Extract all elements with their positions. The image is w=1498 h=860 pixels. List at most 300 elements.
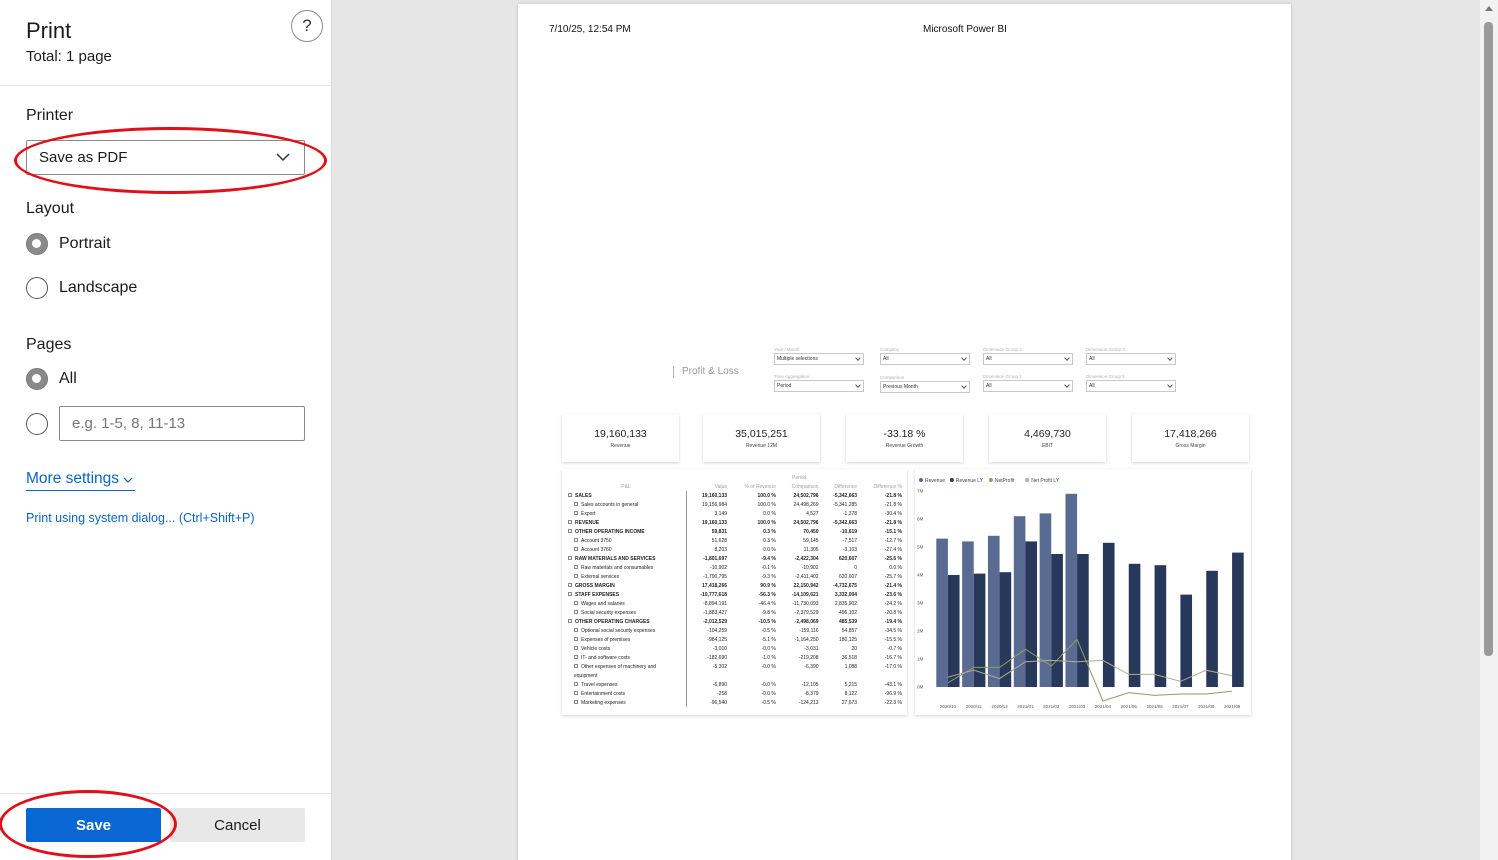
table-cell: 19,160,133 <box>686 491 729 500</box>
row-label <box>566 590 686 599</box>
bar-revenue-ly[interactable] <box>1155 565 1167 687</box>
filter-value: All <box>983 380 1073 392</box>
expand-icon[interactable] <box>568 556 572 560</box>
table-cell: 3,332,004 <box>834 591 858 598</box>
preview-app-name: Microsoft Power BI <box>923 24 1007 35</box>
collapse-icon[interactable] <box>574 574 578 578</box>
filter-time-aggregation[interactable] <box>774 374 864 392</box>
row-label-text: External services <box>581 573 620 580</box>
collapse-icon[interactable] <box>574 682 578 686</box>
table-cell: 0 <box>854 564 858 571</box>
collapse-icon[interactable] <box>574 655 578 659</box>
table-group-header: Period <box>792 474 807 481</box>
table-cell: -1,790,795 <box>686 572 729 581</box>
collapse-icon[interactable] <box>574 601 578 605</box>
collapse-icon[interactable] <box>574 610 578 614</box>
row-label <box>566 563 686 572</box>
legend-marker <box>989 478 993 482</box>
table-row[interactable] <box>566 500 904 509</box>
x-tick-label: 2020/12 <box>991 704 1008 709</box>
print-preview-page <box>518 4 1291 860</box>
more-settings-link[interactable] <box>26 470 133 488</box>
table-cell: 27,673 <box>841 699 858 706</box>
row-label <box>566 644 686 653</box>
bar-revenue-ly[interactable] <box>1000 572 1012 687</box>
x-tick-label: 2021/08 <box>1198 704 1215 709</box>
table-cell: -10,619 <box>840 528 858 535</box>
row-label-text: IT- and software costs <box>581 654 630 661</box>
y-tick-label: 1M <box>917 656 924 662</box>
row-label <box>566 698 686 707</box>
table-cell: -25.6 % <box>884 555 902 562</box>
row-label <box>566 518 686 527</box>
table-cell: 24,502,796 <box>793 519 819 526</box>
filter-comparison[interactable] <box>880 375 970 393</box>
table-cell: 8,203 <box>686 545 729 554</box>
pages-all-radio[interactable] <box>26 368 48 390</box>
pl-table-body <box>566 491 904 707</box>
table-cell: -1,883,427 <box>686 608 729 617</box>
x-tick-label: 2020/10 <box>939 704 957 709</box>
table-cell: -11,730,093 <box>792 600 819 607</box>
row-label-text: OTHER OPERATING INCOME <box>575 528 645 535</box>
table-cell: 2,835,902 <box>834 600 858 607</box>
landscape-radio[interactable] <box>26 277 48 299</box>
filter-label: Dimension Group 3 <box>1086 347 1125 352</box>
filter-year-month[interactable] <box>774 347 864 365</box>
table-cell: -96.9 % <box>884 690 902 697</box>
table-cell: -8,894,191 <box>686 599 729 608</box>
revenue-chart <box>915 469 1251 715</box>
table-cell: -2,012,529 <box>686 617 729 626</box>
layout-label: Layout <box>26 200 75 217</box>
table-cell: -104,259 <box>686 626 729 635</box>
table-row[interactable] <box>566 626 904 635</box>
table-cell: -182,690 <box>686 653 729 662</box>
filter-label: Time Aggregation <box>774 374 810 379</box>
filter-dimension-group-1[interactable] <box>983 374 1073 392</box>
row-label <box>566 599 686 608</box>
table-cell: 24,498,269 <box>793 501 819 508</box>
table-row[interactable] <box>566 617 904 626</box>
table-cell: -0.0 % <box>761 681 776 688</box>
kpi-card-revenue-12m <box>703 414 820 462</box>
chevron-down-icon <box>276 150 290 164</box>
x-tick-label: 2021/01 <box>1017 704 1034 709</box>
bar-revenue[interactable] <box>936 539 948 687</box>
filter-dimension-group-5[interactable] <box>1086 374 1176 392</box>
column-header: % of Revenue <box>744 483 776 490</box>
row-label-text: Wages and salaries <box>581 600 625 607</box>
row-label-text: SALES <box>575 492 592 499</box>
table-cell: -0.7 % <box>887 645 902 652</box>
x-tick-label: 2021/06 <box>1146 704 1163 709</box>
row-label <box>566 680 686 689</box>
table-cell: -21.8 % <box>884 501 902 508</box>
row-label-text: Marketing expenses <box>581 699 626 706</box>
row-label <box>566 581 686 590</box>
table-row[interactable] <box>566 572 904 581</box>
portrait-radio[interactable] <box>26 233 48 255</box>
filter-label: Comparison <box>880 375 905 380</box>
bar-revenue-ly[interactable] <box>1232 553 1244 687</box>
table-row[interactable] <box>566 653 904 662</box>
column-header: Comparison <box>791 483 819 490</box>
table-cell: -15.1 % <box>884 528 902 535</box>
table-cell: 19,156,984 <box>686 500 729 509</box>
row-label-text: OTHER OPERATING CHARGES <box>575 618 650 625</box>
pages-all-option[interactable] <box>26 367 77 391</box>
column-header: Difference % <box>873 483 902 490</box>
table-cell: -14,109,621 <box>791 591 819 598</box>
row-label <box>566 545 686 554</box>
pages-range-input[interactable] <box>59 406 305 441</box>
table-row[interactable] <box>566 518 904 527</box>
table-cell: 17,418,266 <box>686 581 729 590</box>
table-cell: -6,390 <box>804 663 819 670</box>
table-row[interactable] <box>566 635 904 644</box>
table-cell: 0.3 % <box>763 537 776 544</box>
table-row[interactable] <box>566 554 904 563</box>
row-label-text: Raw materials and consumables <box>581 564 654 571</box>
collapse-icon[interactable] <box>574 700 578 704</box>
table-row[interactable] <box>566 689 904 698</box>
table-cell: -3,010 <box>686 644 729 653</box>
table-cell: 100.0 % <box>757 492 776 499</box>
table-cell: -16.7 % <box>884 654 902 661</box>
scrollbar-thumb[interactable] <box>1484 22 1493 656</box>
table-cell: -2,411,402 <box>795 573 819 580</box>
kpi-value: 35,015,251 <box>735 428 788 440</box>
preview-date: 7/10/25, 12:54 PM <box>549 24 631 35</box>
table-row[interactable] <box>566 644 904 653</box>
portrait-label: Portrait <box>59 235 111 252</box>
table-cell: 1,088 <box>844 663 858 670</box>
row-label-text: Account 3750 <box>581 537 612 544</box>
column-header: Difference <box>834 483 858 490</box>
table-cell: 620,607 <box>839 573 858 580</box>
table-cell: -30.4 % <box>884 510 902 517</box>
filter-dimension-group-2[interactable] <box>983 347 1073 365</box>
expand-icon[interactable] <box>568 493 572 497</box>
collapse-icon[interactable] <box>574 628 578 632</box>
filter-dimension-group-3[interactable] <box>1086 347 1176 365</box>
table-cell: -27.4 % <box>884 546 902 553</box>
save-button[interactable]: Save <box>26 808 161 842</box>
table-cell: -3,031 <box>804 645 819 652</box>
collapse-icon[interactable] <box>574 637 578 641</box>
table-cell: -24.2 % <box>884 600 902 607</box>
table-cell: -43.1 % <box>884 681 902 688</box>
table-cell: -1,164,250 <box>794 636 819 643</box>
kpi-label: Revenue 12M <box>745 443 778 449</box>
bar-revenue-ly[interactable] <box>1129 564 1141 687</box>
row-label-text: STAFF EXPENSES <box>575 591 620 598</box>
table-row[interactable] <box>566 671 904 680</box>
table-row[interactable] <box>566 608 904 617</box>
help-button[interactable] <box>291 10 323 42</box>
table-cell: -2,498,069 <box>794 618 819 625</box>
landscape-label: Landscape <box>59 279 138 296</box>
table-cell: -12.7 % <box>884 537 902 544</box>
table-cell: -34.5 % <box>884 627 902 634</box>
row-label-text: REVENUE <box>575 519 600 526</box>
row-label <box>566 500 686 509</box>
collapse-icon[interactable] <box>574 502 578 506</box>
bar-revenue[interactable] <box>962 541 974 687</box>
table-cell: 59,831 <box>686 527 729 536</box>
table-cell <box>729 671 778 680</box>
table-row[interactable] <box>566 563 904 572</box>
x-tick-label: 2021/04 <box>1094 704 1112 709</box>
table-cell: -10,902 <box>686 563 729 572</box>
bar-revenue[interactable] <box>988 536 1000 687</box>
expand-icon[interactable] <box>568 619 572 623</box>
table-cell: -9.4 % <box>761 555 776 562</box>
pages-all-label: All <box>59 370 77 387</box>
table-cell: -17.0 % <box>884 663 902 670</box>
divider <box>0 85 331 86</box>
row-label-text: GROSS MARGIN <box>575 582 615 589</box>
table-cell: -20.8 % <box>884 609 902 616</box>
table-cell: 180,125 <box>839 636 858 643</box>
table-row[interactable] <box>566 680 904 689</box>
table-cell: 24,502,796 <box>793 492 819 499</box>
table-row[interactable] <box>566 581 904 590</box>
row-label <box>566 536 686 545</box>
y-tick-label: 6M <box>917 516 924 522</box>
table-row[interactable] <box>566 662 904 671</box>
table-cell: -46.4 % <box>758 600 776 607</box>
table-row[interactable] <box>566 599 904 608</box>
filter-value: Multiple selections <box>774 353 864 365</box>
table-cell: 0.0 % <box>763 546 776 553</box>
table-cell: 3,149 <box>686 509 729 518</box>
bar-revenue[interactable] <box>1065 494 1077 687</box>
row-label <box>566 527 686 536</box>
table-cell <box>821 671 860 680</box>
table-cell: -21.4 % <box>884 582 902 589</box>
table-cell: -10.5 % <box>758 618 776 625</box>
table-cell: -0.0 % <box>761 663 776 670</box>
collapse-icon[interactable] <box>574 664 578 668</box>
table-cell: -984,125 <box>686 635 729 644</box>
kpi-value: -33.18 % <box>883 428 926 440</box>
table-cell: -0.5 % <box>761 627 776 634</box>
table-cell: 620,607 <box>839 555 858 562</box>
y-tick-label: 4M <box>917 572 924 578</box>
legend-marker <box>919 478 923 482</box>
table-cell: 22,150,942 <box>793 582 819 589</box>
table-cell: 19,160,133 <box>686 518 729 527</box>
kpi-label: EBIT <box>1041 443 1054 449</box>
table-row[interactable] <box>566 509 904 518</box>
row-label-text: Entertainment costs <box>581 690 626 697</box>
table-cell: -1,801,697 <box>686 554 729 563</box>
pl-table-card <box>562 469 907 715</box>
row-label <box>566 689 686 698</box>
table-cell: 11,305 <box>803 546 819 553</box>
bar-revenue-ly[interactable] <box>1180 595 1192 687</box>
table-cell: -4,732,675 <box>833 582 858 589</box>
printer-label: Printer <box>26 107 74 124</box>
legend-marker <box>1025 478 1029 482</box>
table-cell: 36,518 <box>841 654 858 661</box>
kpi-card-revenue-growth <box>846 414 963 462</box>
table-cell <box>778 671 821 680</box>
row-label-text: Travel expenses <box>581 681 618 688</box>
layout-portrait-option[interactable] <box>26 232 111 256</box>
scroll-up-icon[interactable] <box>1485 6 1493 11</box>
system-dialog-link[interactable]: Print using system dialog... (Ctrl+Shift+P) <box>26 511 255 525</box>
table-cell: -0.5 % <box>761 699 776 706</box>
table-cell: -0.0 % <box>761 690 776 697</box>
row-label <box>566 617 686 626</box>
expand-icon[interactable] <box>568 583 572 587</box>
table-cell: -2,379,529 <box>794 609 819 616</box>
collapse-icon[interactable] <box>574 646 578 650</box>
filter-value: All <box>1086 353 1176 365</box>
row-label-text: Export <box>581 510 596 517</box>
row-label-text: Sales accounts in general <box>581 501 639 508</box>
table-row[interactable] <box>566 698 904 707</box>
table-cell: 4,527 <box>806 510 819 517</box>
row-label-text: equipment <box>574 672 598 679</box>
table-cell: 100.0 % <box>757 501 776 508</box>
table-row[interactable] <box>566 527 904 536</box>
y-tick-label: 3M <box>917 600 924 606</box>
bar-revenue-ly[interactable] <box>948 575 960 687</box>
cancel-button[interactable]: Cancel <box>170 808 305 842</box>
printer-select[interactable] <box>26 140 305 175</box>
table-cell: -21.8 % <box>884 519 902 526</box>
table-cell <box>859 671 904 680</box>
table-row[interactable] <box>566 536 904 545</box>
table-cell: -5,341,285 <box>833 501 858 508</box>
bar-revenue-ly[interactable] <box>1025 541 1037 687</box>
filter-company[interactable] <box>880 347 970 365</box>
table-cell: -0.1 % <box>761 564 776 571</box>
kpi-value: 4,469,730 <box>1024 428 1071 440</box>
bar-revenue-ly[interactable] <box>1077 554 1089 687</box>
collapse-icon[interactable] <box>574 547 578 551</box>
table-cell: -5,342,663 <box>833 492 858 499</box>
table-cell: 70,450 <box>803 528 819 535</box>
row-label <box>566 572 686 581</box>
table-cell: 0.0 % <box>889 564 902 571</box>
table-cell: -124,213 <box>798 699 819 706</box>
table-cell <box>686 671 729 680</box>
table-row[interactable] <box>566 545 904 554</box>
row-label <box>566 626 686 635</box>
table-cell: -15.5 % <box>884 636 902 643</box>
table-cell: -56.3 % <box>758 591 776 598</box>
filter-label: Company <box>880 347 900 352</box>
filter-value: All <box>880 353 970 365</box>
row-label <box>566 671 686 680</box>
row-label <box>566 509 686 518</box>
y-tick-label: 2M <box>917 628 924 634</box>
table-cell: 90.9 % <box>760 582 776 589</box>
bar-revenue-ly[interactable] <box>1206 571 1218 687</box>
filter-label: Dimension Group 5 <box>1086 374 1125 379</box>
table-cell: -19.4 % <box>884 618 902 625</box>
row-label <box>566 554 686 563</box>
table-cell: -7,517 <box>842 537 858 544</box>
filter-label: Dimension Group 1 <box>983 374 1022 379</box>
panel-title: Print <box>26 18 72 43</box>
bar-revenue-ly[interactable] <box>1051 554 1063 687</box>
pl-table <box>566 473 904 707</box>
expand-icon[interactable] <box>568 529 572 533</box>
kpi-value: 17,418,266 <box>1164 428 1217 440</box>
collapse-icon[interactable] <box>574 691 578 695</box>
table-cell: -5,342,663 <box>833 519 858 526</box>
x-tick-label: 2021/09 <box>1223 704 1241 709</box>
table-cell: 100.0 % <box>757 519 776 526</box>
table-cell: 54,857 <box>841 627 858 634</box>
y-tick-label: 7M <box>917 488 924 494</box>
row-label-text: Account 3760 <box>581 546 612 553</box>
collapse-icon[interactable] <box>574 538 578 542</box>
row-label-text: Vehicle costs <box>581 645 611 652</box>
pages-custom-radio[interactable] <box>26 413 48 435</box>
printer-value: Save as PDF <box>39 149 128 166</box>
revenue-chart-card <box>915 469 1251 715</box>
table-row[interactable] <box>566 491 904 500</box>
table-cell: -6,890 <box>686 680 729 689</box>
table-cell: -21.8 % <box>884 492 902 499</box>
table-cell: 485,539 <box>839 618 858 625</box>
table-cell: 20 <box>851 645 858 652</box>
filter-label: Year / Month <box>774 347 800 352</box>
y-tick-label: 0M <box>917 684 924 690</box>
table-cell: 51,628 <box>686 536 729 545</box>
row-label <box>566 653 686 662</box>
kpi-card-ebit <box>989 414 1106 462</box>
expand-icon[interactable] <box>568 520 572 524</box>
layout-landscape-option[interactable] <box>26 276 137 300</box>
table-cell: 59,145 <box>803 537 819 544</box>
table-cell: 496,102 <box>839 609 858 616</box>
page-total: Total: 1 page <box>26 48 112 65</box>
table-cell: 8,122 <box>844 690 858 697</box>
table-cell: 0.0 % <box>763 510 776 517</box>
x-tick-label: 2020/11 <box>965 704 982 709</box>
collapse-icon[interactable] <box>574 565 578 569</box>
x-tick-label: 2021/02 <box>1043 704 1060 709</box>
table-row[interactable] <box>566 590 904 599</box>
row-label-text: Social security expenses <box>581 609 637 616</box>
more-settings-label: More settings <box>26 470 120 487</box>
row-label-text: Expenses of premises <box>581 636 631 643</box>
pages-label: Pages <box>26 336 72 353</box>
bar-revenue[interactable] <box>1014 516 1026 687</box>
column-header: P&L <box>621 483 631 490</box>
table-cell: 0.3 % <box>763 528 776 535</box>
filter-value: All <box>983 353 1073 365</box>
collapse-icon[interactable] <box>574 511 578 515</box>
bar-revenue-ly[interactable] <box>974 574 986 687</box>
help-icon: ? <box>302 16 312 35</box>
pages-custom-option[interactable] <box>26 412 48 436</box>
table-cell: -9.3 % <box>761 573 776 580</box>
row-label <box>566 635 686 644</box>
kpi-label: Revenue <box>610 443 631 449</box>
table-cell: -25.7 % <box>884 573 902 580</box>
row-label <box>566 491 686 500</box>
expand-icon[interactable] <box>568 592 572 596</box>
